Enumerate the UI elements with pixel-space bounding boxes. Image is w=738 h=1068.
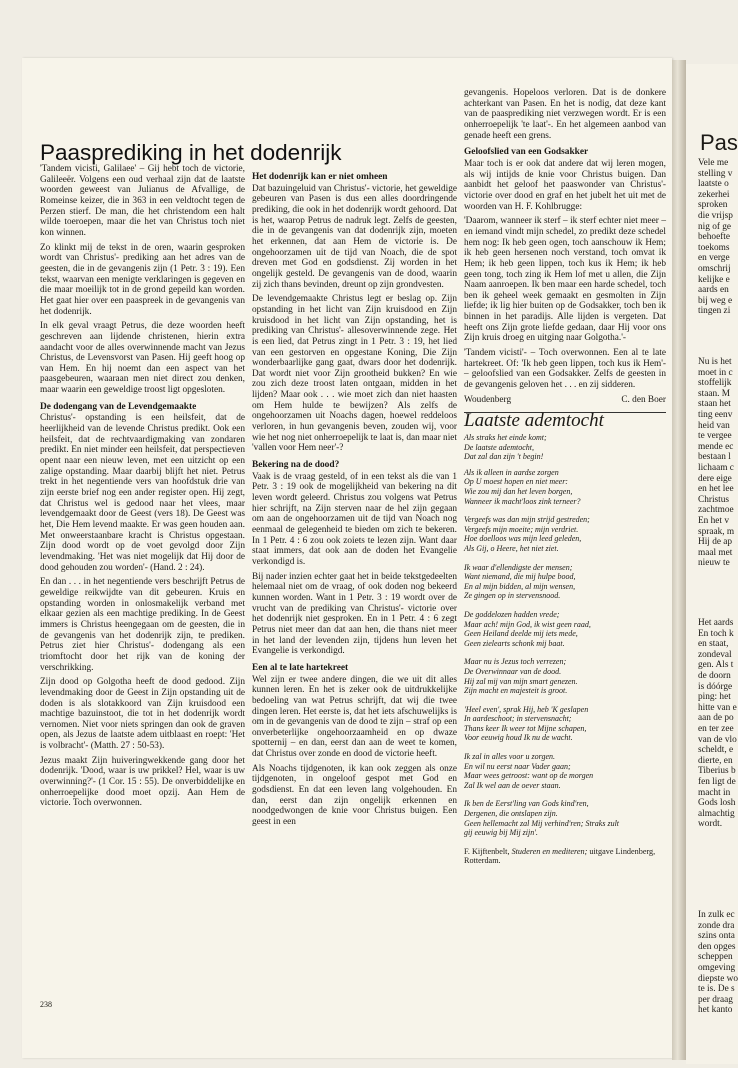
facing-text-line: fen ligt de xyxy=(698,776,736,787)
facing-text-line: Het aards xyxy=(698,618,734,628)
facing-text-line: behoefte xyxy=(698,232,731,243)
facing-text-line: sproken xyxy=(698,200,728,211)
facing-text-line: Nu is het xyxy=(698,357,732,367)
poem-box xyxy=(464,412,666,866)
section-heading: Het dodenrijk kan er niet omheen xyxy=(252,172,388,182)
poem-line: Wie zou mij dan het leven borgen, xyxy=(464,487,573,496)
poem-line: Thans keer Ik weer tot Mijne schapen, xyxy=(464,723,587,733)
poem-stanzas xyxy=(464,468,666,838)
paragraph: Dat bazuingeluid van Christus'- victorie, het geweldige gebeuren van Pasen is dus een alles doordringende prediking, die ook in het dodenrijk wordt gehoord. Dat is het, waarop Petrus de nadruk legt. Zelfs de geesten, die in de gevangenis van dat dodenrijk zijn, moeten het erkennen, dat aan Hem de victorie is. De ongehoorzamen uit de tijd van Noach, die de spot dreven met God en godsdienst. Zij worden in het ongelijk gesteld. De gevangenis van de dood, waarin zij zich thans bevinden, dreunt op zijn grondvesten. xyxy=(252,183,457,290)
poem-line: Geen zielearts schonk mij baat. xyxy=(464,638,565,648)
paragraph: Vaak is de vraag gesteld, of in een tekst als die van 1 Petr. 3 : 19 ook de mogelijkheid van bekering na dit leven wordt geleerd. Christus zou volgens wat Petrus hier schrijft, na Zijn sterven naar de hel zijn gegaan om aan de ongehoorzamen uit de tijd van Noach nog eenmaal de gelegenheid te bieden om zich te bekeren. In 1 Petr. 4 : 6 zou ook zoiets te lezen zijn. Want daar staat immers, dat ook aan de doden het Evangelie verkondigd is. xyxy=(252,471,457,567)
paragraph: 'Tandem vicisti, Galilaee' – Gij hebt toch de victorie, Galileeër. Volgens een oud verhaal zijn dat de laatste woorden geweest van Julianus de Afvallige, de Romeinse keizer, die in 363 in een veldtocht tegen de Perzen stierf. De man, die het christendom een halt wilde toeroepen, maar die het van Christus toch niet kon winnen. xyxy=(40,164,245,238)
facing-text-line: zondeval xyxy=(698,649,732,660)
signature-author: C. den Boer xyxy=(621,394,666,405)
facing-text-line: spraak, m xyxy=(698,526,735,537)
facing-text-line: zekerhei xyxy=(698,189,730,200)
poem-line: Ik waar d'ellendigste der mensen; xyxy=(464,562,573,572)
poem-stanza xyxy=(464,799,666,837)
paragraph: 'Daarom, wanneer ik sterf – ik sterf echter niet meer – en iemand vindt mijn schedel, zo predikt deze schedel hem nog: Ik heb geen ogen, toch aanschouw ik Hem; ik heb geen hersenen noch verstand, toch omvat ik Hem; ik heb geen lippen, toch kus ik Hem; ik heb geen tong, toch zing ik Hem lof met u allen, die Zijn Naam aanroepen. Ik ben maar een harde schedel, toch ben ik geheel week gemaakt en gesmolten in Zijn liefde; ik lig hier buiten op de Godsakker, toch ben ik binnen in het paradijs. Alle lijden is vergeten. Dat heeft ons Zijn grote liefde gedaan, daar Hij voor ons Zijn kruis droeg en uitging naar Golgotha.'- xyxy=(464,216,666,344)
poem-line: Hij zal mij van mijn smart genezen. xyxy=(464,676,578,686)
poem-line: Geen Heiland deelde mij iets mede, xyxy=(464,629,578,639)
facing-text-block xyxy=(698,910,738,1016)
article-column-1 xyxy=(40,164,245,813)
facing-text-line: kelijke e xyxy=(698,274,730,285)
poem-line: Dergenen, die ontslapen zijn. xyxy=(464,809,558,819)
facing-text-line: moet in c xyxy=(698,367,733,378)
facing-text-line: nig of ge xyxy=(698,221,732,232)
paragraph: In elk geval vraagt Petrus, die deze woorden heeft geschreven aan lijdende christenen, hierin extra aandacht voor de alles overwinnende macht van Jezus Christus, de Levensvorst van Pasen. Hij geeft hoog op van Hem. En hij noemt dan een aspect van het paasgebeuren, waaraan men niet direct zou denken, maar waarin een geweldige troost ligt opgesloten. xyxy=(40,321,245,396)
facing-text-line: mende ec xyxy=(698,441,734,452)
poem-line: En al mijn bidden, al mijn wensen, xyxy=(464,581,576,591)
poem-stanza xyxy=(464,705,666,743)
poem-line: Ik zal in alles voor u zorgen. xyxy=(464,752,556,762)
facing-text-line: omschrij xyxy=(698,263,731,274)
section-heading: Geloofslied van een Godsakker xyxy=(464,147,589,158)
source-author: F. Kijftenbelt, xyxy=(464,846,510,856)
facing-text-line: zachtmoe xyxy=(698,505,734,516)
facing-text-line: Vele me xyxy=(698,158,729,168)
poem-intro-line: Als straks het einde komt; xyxy=(464,433,547,443)
facing-page xyxy=(686,64,738,1064)
facing-text-line: scheppen xyxy=(698,952,733,963)
facing-text-block xyxy=(698,158,733,317)
poem-line: Zijn macht en majesteit is groot. xyxy=(464,686,568,696)
article-title: Paasprediking in het dodenrijk xyxy=(40,140,342,165)
poem-stanza xyxy=(464,752,666,790)
poem-line: Als Gij, o Heere, het niet ziet. xyxy=(464,543,559,553)
facing-text-line: ting eenv xyxy=(698,409,733,420)
section-heading: Bekering na de dood? xyxy=(252,460,340,471)
paragraph: Jezus maakt Zijn huiveringwekkende gang door het dodenrijk. 'Dood, waar is uw prikkel? Hel, waar is uw overwinning?'- (1 Cor. 15 : 55). De onverbiddelijke en onherroepelijke dood moet opzij. Aan Hem de victorie. Toch overwonnen. xyxy=(40,755,245,809)
poem-stanza xyxy=(464,610,666,648)
facing-text-line: Gods losh xyxy=(698,798,736,809)
poem-stanza xyxy=(464,657,666,695)
facing-text-line: Hij de ap xyxy=(698,537,733,548)
facing-text-line: szins onta xyxy=(698,931,735,942)
facing-text-line: is dóórge xyxy=(698,681,733,692)
facing-text-line: dere eige xyxy=(698,473,732,484)
facing-text-line: en staat, xyxy=(698,639,729,650)
facing-text-block xyxy=(698,357,734,569)
paragraph: 'Tandem vicisti'- – Toch overwonnen. Een al te late hartekreet. Of: 'Ik heb geen lippen, toch kus ik Hem'- – geloofslied van een Godsakker. Zelfs de geesten in de gevangenis geloven het . . . en zij sidderen. xyxy=(464,348,666,391)
facing-text-line: van de vlo xyxy=(698,734,737,745)
facing-text-line: macht in xyxy=(698,787,731,798)
facing-text-line: En het v xyxy=(698,515,729,526)
poem-line: De goddelozen hadden vrede; xyxy=(464,609,560,619)
page-gutter xyxy=(672,60,686,1060)
facing-text-line: bestaan l xyxy=(698,452,731,463)
facing-text-line: stelling v xyxy=(698,168,733,179)
poem-line: Zal Ik wel aan de oever staan. xyxy=(464,780,561,790)
poem-line: gij eeuwig bij Mij zijn'. xyxy=(464,828,538,838)
facing-text-line: Christus xyxy=(698,494,729,505)
facing-text-line: En toch k xyxy=(698,628,734,639)
facing-text-line: ping: het xyxy=(698,692,731,703)
poem-line: Voor eeuwig houd Ik nu de wacht. xyxy=(464,733,573,743)
poem-line: Geen hellemacht zal Mij verhind'ren; Straks zult xyxy=(464,818,620,828)
article-column-3-text xyxy=(464,88,666,405)
facing-text-line: gen. Als t xyxy=(698,660,734,671)
page-number: 238 xyxy=(40,1000,52,1009)
paragraph: Bij nader inzien echter gaat het in beide tekstgedeelten helemaal niet om de vraag, of ook doden nog bekeerd kunnen worden. Want in 1 Petr. 3 : 19 wordt over de vrucht van de prediking van Christus'- victorie over het dodenrijk niet gesproken. En in 1 Petr. 4 : 6 zegt Petrus niet meer dan dat aan hen, die thans niet meer in het land der levenden zijn, tijdens hun leven het Evangelie is verkondigd. xyxy=(252,571,457,657)
paragraph: Als Noachs tijdgenoten, ik kan ook zeggen als onze tijdgenoten, in ongeloof gespot met God en godsdienst. En dat een leven lang volgehouden. En dan, eerst dan zijn ongelijk erkennen en noodgedwongen de knie voor Christus buigen. Een geest in een xyxy=(252,763,457,828)
poem-line: Ze gingen op in stervensnood. xyxy=(464,591,561,601)
facing-text-line: zonde dra xyxy=(698,920,735,931)
paragraph: De levendgemaakte Christus legt er beslag op. Zijn opstanding in het licht van Zijn kruisdood en Zijn kruisdood in het licht van Zijn opstanding, het is prediking van Christus'- allesoverwinnende zege. Het is een lied, dat Petrus zingt in 1 Petr. 3 : 19, het lied van een gestorven en opgestane Koning, Die Zijn wonderbaarlijke gang gaat, dwars door het dodenrijk. Dat wordt niet voor Zijn grootheid bukken? En wie zou zich deze troost laten ontgaan, midden in het lijden? Maar ook . . . wie moet zich dan niet haasten om Hem hulde te bewijzen? Als zelfs de ongehoorzamen uit Noachs dagen, hoewel reddeloos verloren, in hun gevangenis beven, zouden wij, voor wie het nog niet onherroepelijk te laat is, dan maar niet 'vallen voor Hem neer'-? xyxy=(252,294,457,454)
poem-line: Als ik alleen in aardse zorgen xyxy=(464,467,559,477)
facing-text-line: wordt. xyxy=(698,819,723,830)
paragraph: Zo klinkt mij de tekst in de oren, waarin gesproken wordt van Christus'- prediking aan het adres van de geesten, die in de gevangenis zijn (1 Petr. 3 : 19). Een tekst, waarvan een menigte verklaringen is gegeven en die maar moeilijk tot in de grond gepeild kan worden. Het gaat hier over een paaspreek in de gevangenis van het dodenrijk. xyxy=(40,242,245,317)
facing-text-line: Tiberius b xyxy=(698,766,736,777)
poem-source xyxy=(464,847,666,866)
section-heading: Een al te late hartekreet xyxy=(252,662,349,673)
facing-text-line: het kanto xyxy=(698,1005,733,1016)
facing-text-line: hitte van e xyxy=(698,702,737,713)
facing-text-line: staan. M xyxy=(698,388,731,399)
facing-text-line: te vergee xyxy=(698,431,732,442)
paragraph: gevangenis. Hopeloos verloren. Dat is de donkere achterkant van Pasen. En het is nodig, dat deze kant van de paasprediking niet verzwegen wordt. Er is een onherroepelijk 'te laat'-. En het algemeen aanbod van genade heeft een grens. xyxy=(464,88,666,141)
facing-text-line: diepste wo xyxy=(698,973,738,984)
signature-line xyxy=(464,395,666,406)
facing-page-title: Pas xyxy=(700,130,738,155)
source-title: Studeren en mediteren; xyxy=(511,846,588,856)
facing-text-line: bij weg e xyxy=(698,295,733,306)
facing-text-line: almachtig xyxy=(698,808,735,819)
facing-text-block xyxy=(698,618,737,830)
facing-text-line: toekoms xyxy=(698,242,730,253)
poem-line: In aardeschoot; in stervensnacht; xyxy=(464,714,572,724)
facing-text-line: en ter zee xyxy=(698,723,734,734)
facing-text-line: die vrijsp xyxy=(698,210,733,221)
facing-text-line: lichaam c xyxy=(698,462,734,473)
poem-line: 'Heel even', sprak Hij, heb 'K geslapen xyxy=(464,704,589,714)
signature-place: Woudenberg xyxy=(464,394,512,405)
poem-line: En wil nu eerst naar Vader gaan; xyxy=(464,761,571,771)
poem-intro-line: Dat zal dan zijn 't begin! xyxy=(464,452,544,462)
poem-intro-line: De laatste ademtocht, xyxy=(464,442,534,452)
poem-stanza xyxy=(464,563,666,601)
paragraph: Wel zijn er twee andere dingen, die we uit dit alles kunnen leren. En het is zeker ook de uitdrukkelijke bedoeling van wat Petrus schrijft, dat wij die twee dingen leren. Het eerste is, dat het iets afschuwelijks is om in de gevangenis van de dood te zijn – straf op een onverbeterlijke ongehoorzaamheid en op dwaze spotternij – en dan, eerst dan aan de weet te komen, dat Christus over zonde en dood de victorie heeft. xyxy=(252,674,457,760)
article-column-3 xyxy=(464,88,666,866)
poem-line: Ik ben de Eerst'ling van Gods kind'ren, xyxy=(464,799,589,809)
facing-text-line: nieuw te xyxy=(698,558,730,569)
article-column-2 xyxy=(252,166,457,832)
paragraph: Christus'- opstanding is een heilsfeit, dat de heerlijkheid van de levende Christus predikt. Ook een heilsfeit, dat de rechtvaardigmaking van zondaren predikt. En niet minder een heilsfeit, dat perspectieven opent naar een nieuw leven, met een uitzicht op een zalige opstanding. Maar daarbij blijft het niet. Petrus trekt in het negentiende vers van hoofdstuk drie van zijn eerste brief nog een ander register open. Hij zegt, dat Christus wel is gedood naar het vlees, maar levendgemaakt door de Geest (vers 18). De Geest was het, Die Hem levend maakte. Er was geen houden aan. Met onweerstaanbare kracht is Christus opgestaan. Zijn dood wordt op de voet gevolgd door Zijn levendmaking. 'Het was niet mogelijk dat Hij door de dood gehouden zou worden'- (Hand. 2 : 24). xyxy=(40,413,245,573)
facing-text-line: heid van xyxy=(698,420,730,431)
facing-text-line: tingen zi xyxy=(698,306,731,317)
facing-text-line: maal met xyxy=(698,547,733,558)
poem-line: Wanneer ik macht'loos zink terneer? xyxy=(464,496,581,506)
poem-intro xyxy=(464,433,666,462)
paragraph: Maar toch is er ook dat andere dat wij leren mogen, als wij intijds de knie voor Christus buigen. Dan aanbidt het geloof het paaswonder van Christus'- victorie over dood en graf en het jubelt het uit met de woorden van H. F. Kohlbrugge: xyxy=(464,158,666,212)
facing-text-line: dierte, en xyxy=(698,755,733,766)
poem-line: Vergeefs was dan mijn strijd gestreden; xyxy=(464,515,590,525)
source-publisher: uitgave Lindenberg, Rotterdam. xyxy=(464,846,656,866)
facing-text-line: en verge xyxy=(698,253,730,264)
facing-text-line: staan het xyxy=(698,399,731,410)
facing-text-line: per draag xyxy=(698,994,733,1005)
poem-line: Maar wees getroost: want op de morgen xyxy=(464,771,594,781)
facing-text-line: te is. De s xyxy=(698,984,735,995)
poem-line: Want niemand, die mij hulpe bood, xyxy=(464,572,576,582)
paragraph: Zijn dood op Golgotha heeft de dood gedood. Zijn levendmaking door de Geest in Zijn opstanding uit de doden is als slotakkoord van Zijn kruisdood een machtige bazuinstoot, die tot in het dodenrijk wordt vernomen. Niet voor niets springen dan ook de graven open, als Jezus de laatste adem uitblaast en roept: 'Het is volbracht'- (Matth. 27 : 50-53). xyxy=(40,677,245,752)
poem-line: Maar ach! mijn God, ik wist geen raad, xyxy=(464,619,591,629)
facing-text-line: de doorn xyxy=(698,670,731,681)
poem-line: Maar nu is Jezus toch verrezen; xyxy=(464,657,567,667)
poem-title: Laatste ademtocht xyxy=(464,412,666,427)
facing-text-line: omgeving xyxy=(698,962,736,973)
facing-text-line: den opges xyxy=(698,941,736,952)
poem-stanza xyxy=(464,468,666,506)
poem-line: Vergeefs mijn moeite; mijn verdriet. xyxy=(464,524,579,534)
facing-text-line: laatste o xyxy=(698,179,729,190)
poem-stanza xyxy=(464,515,666,553)
poem-line: Hoe doelloos was mijn leed geleden, xyxy=(464,534,582,544)
facing-text-line: aan de po xyxy=(698,713,734,724)
poem-line: De Overwinnaar van de dood. xyxy=(464,666,562,676)
facing-text-line: stoffelijk xyxy=(698,378,732,389)
facing-text-line: scheldt, e xyxy=(698,745,734,756)
poem-line: Op U moest hopen en niet meer: xyxy=(464,477,568,487)
section-heading: De dodengang van de Levendgemaakte xyxy=(40,401,197,412)
facing-text-line: aards en xyxy=(698,285,729,296)
facing-text-line: en het lee xyxy=(698,484,734,495)
paragraph: En dan . . . in het negentiende vers beschrijft Petrus de geweldige reikwijdte van dit gebeuren. Kruis en opstanding worden in onlosmakelijk verband met elkaar gezien als een machtige prediking. In de Geest immers is Christus heengegaan om de geesten, die in de gevangenis van het dodenrijk zijn, te prediken. Petrus ziet hier Christus'- dodengang als een triomftocht door het rijk van de koning der verschrikking. xyxy=(40,577,245,673)
facing-text-line: In zulk ec xyxy=(698,910,735,920)
